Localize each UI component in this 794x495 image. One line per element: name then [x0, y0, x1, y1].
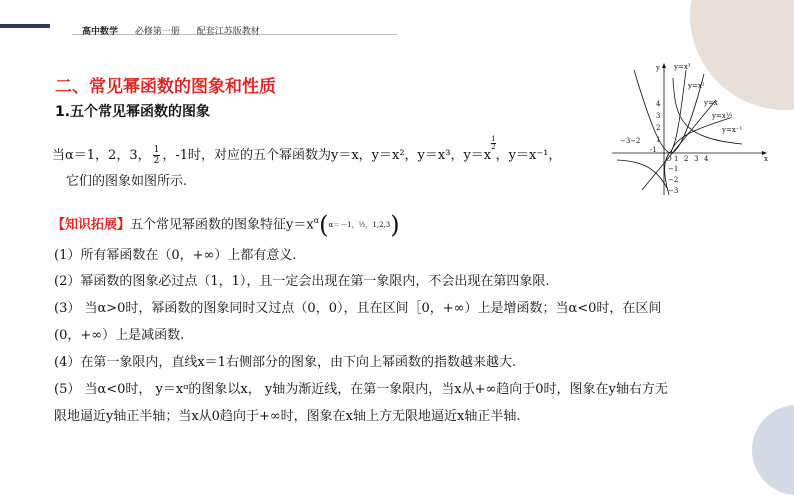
- decor-circle-bottom-right: [752, 405, 794, 495]
- exponent-numerator: 1: [491, 135, 496, 143]
- property-item: (0，+∞）上是减函数.: [54, 328, 185, 343]
- alpha-values-note: α＝－1，½，1,2,3: [328, 221, 391, 229]
- property-item: (1）所有幂函数在（0，+∞）上都有意义.: [54, 248, 297, 263]
- tick-xn2: −2: [630, 137, 641, 145]
- intro-line-2: 它们的图象如图所示.: [66, 174, 188, 189]
- curve-sqrt: [671, 118, 730, 153]
- tick-x1: 1: [674, 155, 679, 163]
- intro-suffix: ，y＝x⁻¹，: [495, 148, 562, 163]
- tick-x4: 4: [704, 155, 709, 163]
- tick-yn3: −3: [668, 187, 679, 195]
- curve-inverse-q1: [673, 78, 742, 144]
- label-x: y=x: [704, 99, 718, 107]
- intro-prefix: 当α＝1，2，3，: [52, 148, 151, 163]
- fraction-numerator: 1: [153, 145, 160, 155]
- intro-mid: ，-1时，对应的五个幂函数为y＝x，y＝x²，y＝x³，y＝x: [162, 148, 492, 163]
- knowledge-extension: 【知识拓展】五个常见幂函数的图象特征$y=x^\alpha(\alpha=-1$，½，1,2,3): [52, 211, 400, 239]
- label-sqrt: y=x½: [712, 112, 733, 120]
- x-axis-label: x: [764, 155, 768, 163]
- property-item: (4）在第一象限内，直线x＝1右侧部分的图象，由下向上幂函数的指数越来越大.: [54, 355, 517, 370]
- property-item: (2）幂函数的图象必过点（1，1），且一定会出现在第一象限内，不会出现在第四象限.: [54, 274, 550, 289]
- section-subtitle: 1.五个常见幂函数的图象: [55, 104, 211, 120]
- extension-exponent: α: [313, 216, 320, 226]
- page-header: [82, 24, 274, 37]
- header-edition: 配套江苏版教材: [196, 27, 260, 37]
- tick-y4: 4: [656, 100, 661, 108]
- exponent-denominator: 2: [491, 143, 496, 151]
- tick-y2: 2: [656, 124, 661, 132]
- header-volume: 必修第一册: [134, 27, 180, 37]
- tick-xn1: -1: [650, 146, 657, 154]
- tick-yn1: −1: [668, 165, 679, 173]
- extension-text: 五个常见幂函数的图象特征y＝x: [130, 217, 314, 233]
- section-title: 二、常见幂函数的图象和性质: [55, 77, 276, 97]
- extension-label: 【知识拓展】: [52, 217, 131, 233]
- curve-inverse-q3: [617, 160, 668, 190]
- label-x2: y=x²: [688, 82, 705, 90]
- power-function-graph: [612, 60, 772, 200]
- label-x3: y=x³: [674, 63, 691, 71]
- fraction-half: [153, 145, 161, 166]
- property-item: 限地逼近y轴正半轴；当x从0趋向于+∞时，图象在x轴上方无限地逼近x轴正半轴.: [54, 409, 521, 424]
- tick-x2: 2: [684, 155, 689, 163]
- tick-yn2: −2: [668, 176, 679, 184]
- origin-label: O: [666, 155, 672, 163]
- decor-bar-top-left: [0, 24, 50, 28]
- fraction-denominator: 2: [153, 156, 160, 166]
- tick-y3: 3: [656, 112, 661, 120]
- property-item: (5） 当α<0时， y＝xᵅ的图象以x， y轴为渐近线，在第一象限内，当x从+∞趋向于0时，图象在y轴右方无: [54, 382, 668, 397]
- header-subject: 高中数学: [82, 27, 119, 37]
- y-axis-arrow: [662, 63, 666, 68]
- tick-y1: 1: [656, 136, 661, 144]
- intro-line-1: [52, 136, 561, 166]
- label-inverse: y=x⁻¹: [722, 126, 743, 134]
- property-item: (3） 当α>0时，幂函数的图象同时又过点（0，0），且在区间［0，+∞）上是增函数；当α<0时，在区间: [54, 301, 662, 316]
- tick-x3: 3: [694, 155, 699, 163]
- y-axis-label: y: [656, 64, 660, 72]
- tick-xn3: −3: [620, 137, 631, 145]
